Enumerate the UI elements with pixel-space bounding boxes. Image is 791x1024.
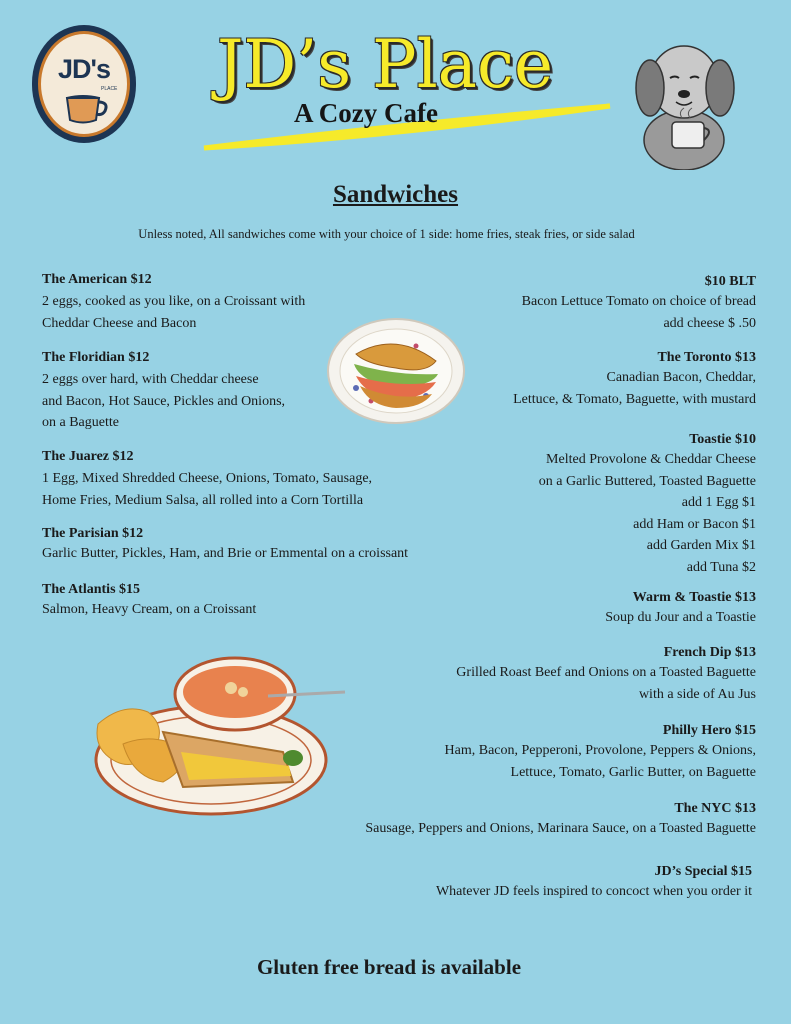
section-heading: Sandwiches [332, 181, 459, 208]
menu-item-desc: Canadian Bacon, Cheddar, Lettuce, & Tomato, Baguette, with mustard [513, 370, 756, 407]
menu-item [445, 723, 756, 783]
menu-item-name: Warm & Toastie $13 [632, 590, 756, 605]
menu-item-desc: 2 eggs over hard, with Cheddar cheese and Bacon, Hot Sauce, Pickles and Onions, on a Baguette [42, 372, 286, 430]
menu-item-desc: 1 Egg, Mixed Shredded Cheese, Onions, Tomato, Sausage, Home Fries, Medium Salsa, all rolled into a Corn Tortilla [42, 471, 373, 508]
menu-item-name: The NYC $13 [674, 801, 756, 816]
soup-and-grilled-cheese-photo [93, 652, 353, 817]
page-subtitle: A Cozy Cafe [294, 98, 438, 128]
menu-item-name: The Juarez $12 [42, 449, 134, 464]
gluten-free-note: Gluten free bread is available [256, 955, 522, 979]
cafe-logo [32, 25, 136, 143]
menu-item-name: JD’s Special $15 [654, 864, 752, 879]
logo-text: JD's [58, 54, 110, 84]
menu-item-name: Philly Hero $15 [662, 723, 756, 738]
dog-with-coffee-illustration [632, 30, 737, 170]
menu-item-name: $10 BLT [704, 274, 756, 289]
sides-note: Unless noted, All sandwiches come with your choice of 1 side: home fries, steak fries, or side salad [138, 227, 635, 241]
menu-item [539, 432, 756, 578]
menu-item-name: French Dip $13 [663, 645, 756, 660]
menu-item-desc: Garlic Butter, Pickles, Ham, and Brie or Emmental on a croissant [42, 546, 409, 561]
menu-item-desc: Ham, Bacon, Pepperoni, Provolone, Peppers & Onions, Lettuce, Tomato, Garlic Butter, on Baguette [444, 743, 756, 780]
page-title: JD’s Place [216, 26, 554, 103]
menu-item [456, 645, 756, 705]
menu-item [42, 449, 372, 511]
logo-sub: PLACE [101, 86, 118, 92]
menu-item-name: The Toronto $13 [657, 350, 756, 365]
menu-item-name: The Parisian $12 [42, 526, 144, 541]
menu-item-desc: Grilled Roast Beef and Onions on a Toasted Baguette with a side of Au Jus [456, 665, 756, 702]
coffee-cup-icon [63, 92, 111, 126]
menu-item-desc: Whatever JD feels inspired to concoct when you order it [435, 884, 752, 899]
menu-item [513, 350, 756, 410]
menu-item [522, 274, 756, 334]
menu-item [605, 590, 756, 629]
menu-item [42, 350, 285, 434]
menu-item [42, 272, 305, 334]
menu-item-desc: Soup du Jour and a Toastie [605, 610, 756, 625]
menu-item [365, 801, 756, 840]
menu-item-name: Toastie $10 [689, 432, 756, 447]
menu-item-desc: 2 eggs, cooked as you like, on a Croissant with Cheddar Cheese and Bacon [42, 294, 306, 331]
menu-item [42, 582, 256, 621]
menu-item [436, 864, 752, 903]
menu-item-desc: Salmon, Heavy Cream, on a Croissant [42, 602, 257, 617]
menu-item-name: The American $12 [42, 272, 152, 287]
menu-item-desc: Sausage, Peppers and Onions, Marinara Sauce, on a Toasted Baguette [365, 821, 756, 836]
menu-item-name: The Atlantis $15 [42, 582, 141, 597]
menu-item [42, 526, 408, 565]
menu-item-name: The Floridian $12 [42, 350, 150, 365]
menu-item-desc: Melted Provolone & Cheddar Cheese on a Garlic Buttered, Toasted Baguette add 1 Egg $1 add Ham or Bacon $1 add Garden Mix $1 add Tuna $2 [538, 452, 756, 575]
croissant-sandwich-photo [326, 316, 466, 426]
menu-item-desc: Bacon Lettuce Tomato on choice of bread add cheese $ .50 [521, 294, 756, 331]
